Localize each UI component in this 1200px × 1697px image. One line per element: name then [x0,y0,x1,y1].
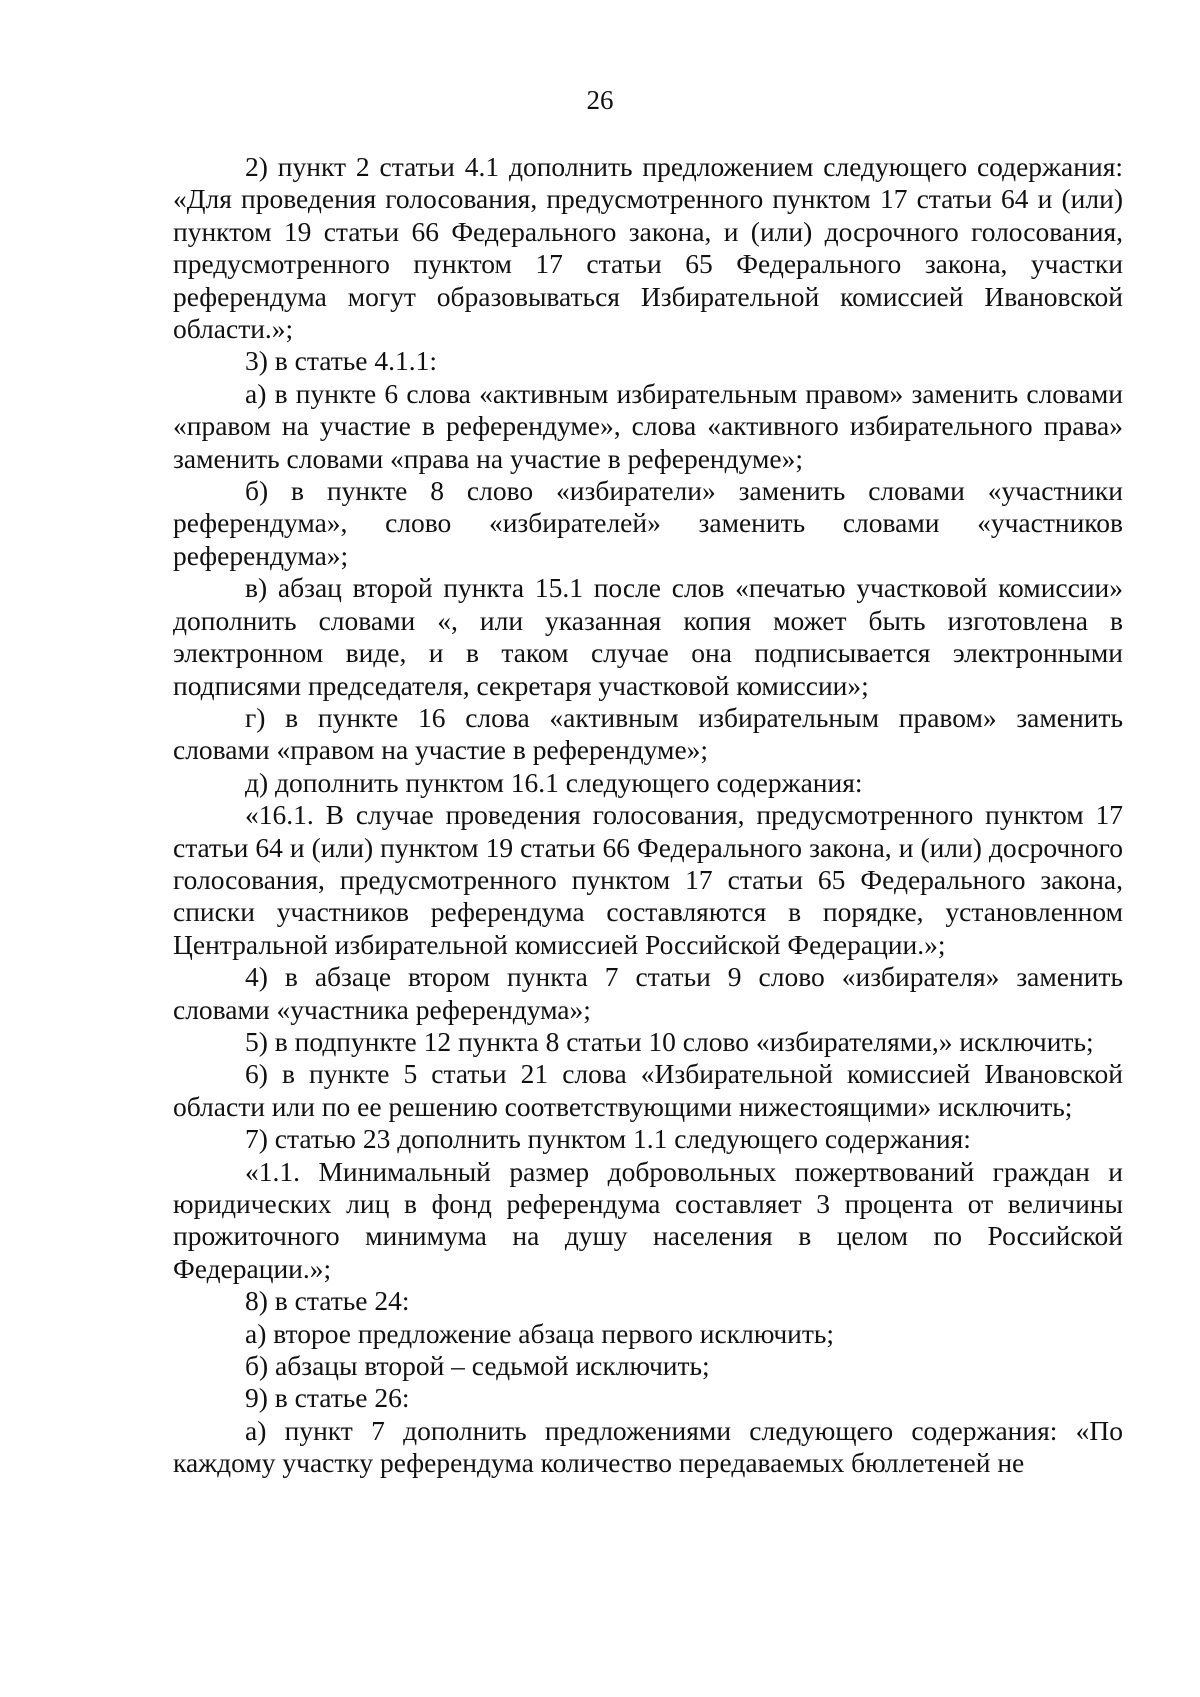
paragraph-item-5: 5) в подпункте 12 пункта 8 статьи 10 слово «избирателями,» исключить; [245,1025,1094,1057]
paragraph-item-3: 3) в статье 4.1.1: [245,345,437,377]
paragraph-subitem-d: д) дополнить пунктом 16.1 следующего содержания: [245,766,863,798]
paragraph-item-2: 2) пункт 2 статьи 4.1 дополнить предложением следующего содержания: «Для проведения голосования, предусмотренного пунктом 17 статьи 64 и (или) пунктом 19 статьи 66 Федерального закона, и (или) досрочного голосования, предусмотренного пунктом 17 статьи 65 Федерального закона, участки референдума могут образовываться Избирательной комиссией Ивановской области.»; [173,151,1123,345]
paragraph-quote-1-1: «1.1. Минимальный размер добровольных пожертвований граждан и юридических лиц в фонд референдума составляет 3 процента от величины прожиточного минимума на душу населения в целом по Российской Федерации.»; [173,1155,1123,1284]
paragraph-subitem-g: г) в пункте 16 слова «активным избирательным правом» заменить словами «правом на участие в референдуме»; [173,701,1123,766]
paragraph-subitem-b: б) в пункте 8 слово «избиратели» заменить словами «участники референдума», слово «избирателей» заменить словами «участников референдума»; [173,475,1123,571]
paragraph-item-8: 8) в статье 24: [245,1285,410,1317]
paragraph-subitem-a-2: а) второе предложение абзаца первого исключить; [245,1317,835,1349]
paragraph-item-4: 4) в абзаце втором пункта 7 статьи 9 слово «избирателя» заменить словами «участника референдума»; [173,961,1123,1025]
paragraph-subitem-v: в) абзац второй пункта 15.1 после слов «печатью участковой комиссии» дополнить словами «, или указанная копия может быть изготовлена в электронном виде, и в таком случае она подписывается электронными подписями председателя, секретаря участковой комиссии»; [173,572,1123,701]
paragraph-subitem-a-3: а) пункт 7 дополнить предложениями следующего содержания: «По каждому участку референдума количество передаваемых бюллетеней не [173,1414,1123,1479]
document-body [173,151,1123,1480]
paragraph-subitem-b-2: б) абзацы второй – седьмой исключить; [245,1350,710,1382]
paragraph-item-9: 9) в статье 26: [245,1382,410,1414]
paragraph-item-6: 6) в пункте 5 статьи 21 слова «Избирательной комиссией Ивановской области или по ее решению соответствующими нижестоящими» исключить; [173,1058,1123,1122]
paragraph-quote-16-1: «16.1. В случае проведения голосования, предусмотренного пунктом 17 статьи 64 и (или) пунктом 19 статьи 66 Федерального закона, и (или) досрочного голосования, предусмотренного пунктом 17 статьи 65 Федерального закона, списки участников референдума составляются в порядке, установленном Центральной избирательной комиссией Российской Федерации.»; [173,799,1123,960]
paragraph-item-7: 7) статью 23 дополнить пунктом 1.1 следующего содержания: [245,1123,971,1155]
page-number: 26 [586,85,614,115]
paragraph-subitem-a: а) в пункте 6 слова «активным избирательным правом» заменить словами «правом на участие в референдуме», слова «активного избирательного права» заменить словами «права на участие в референдуме»; [173,377,1123,474]
